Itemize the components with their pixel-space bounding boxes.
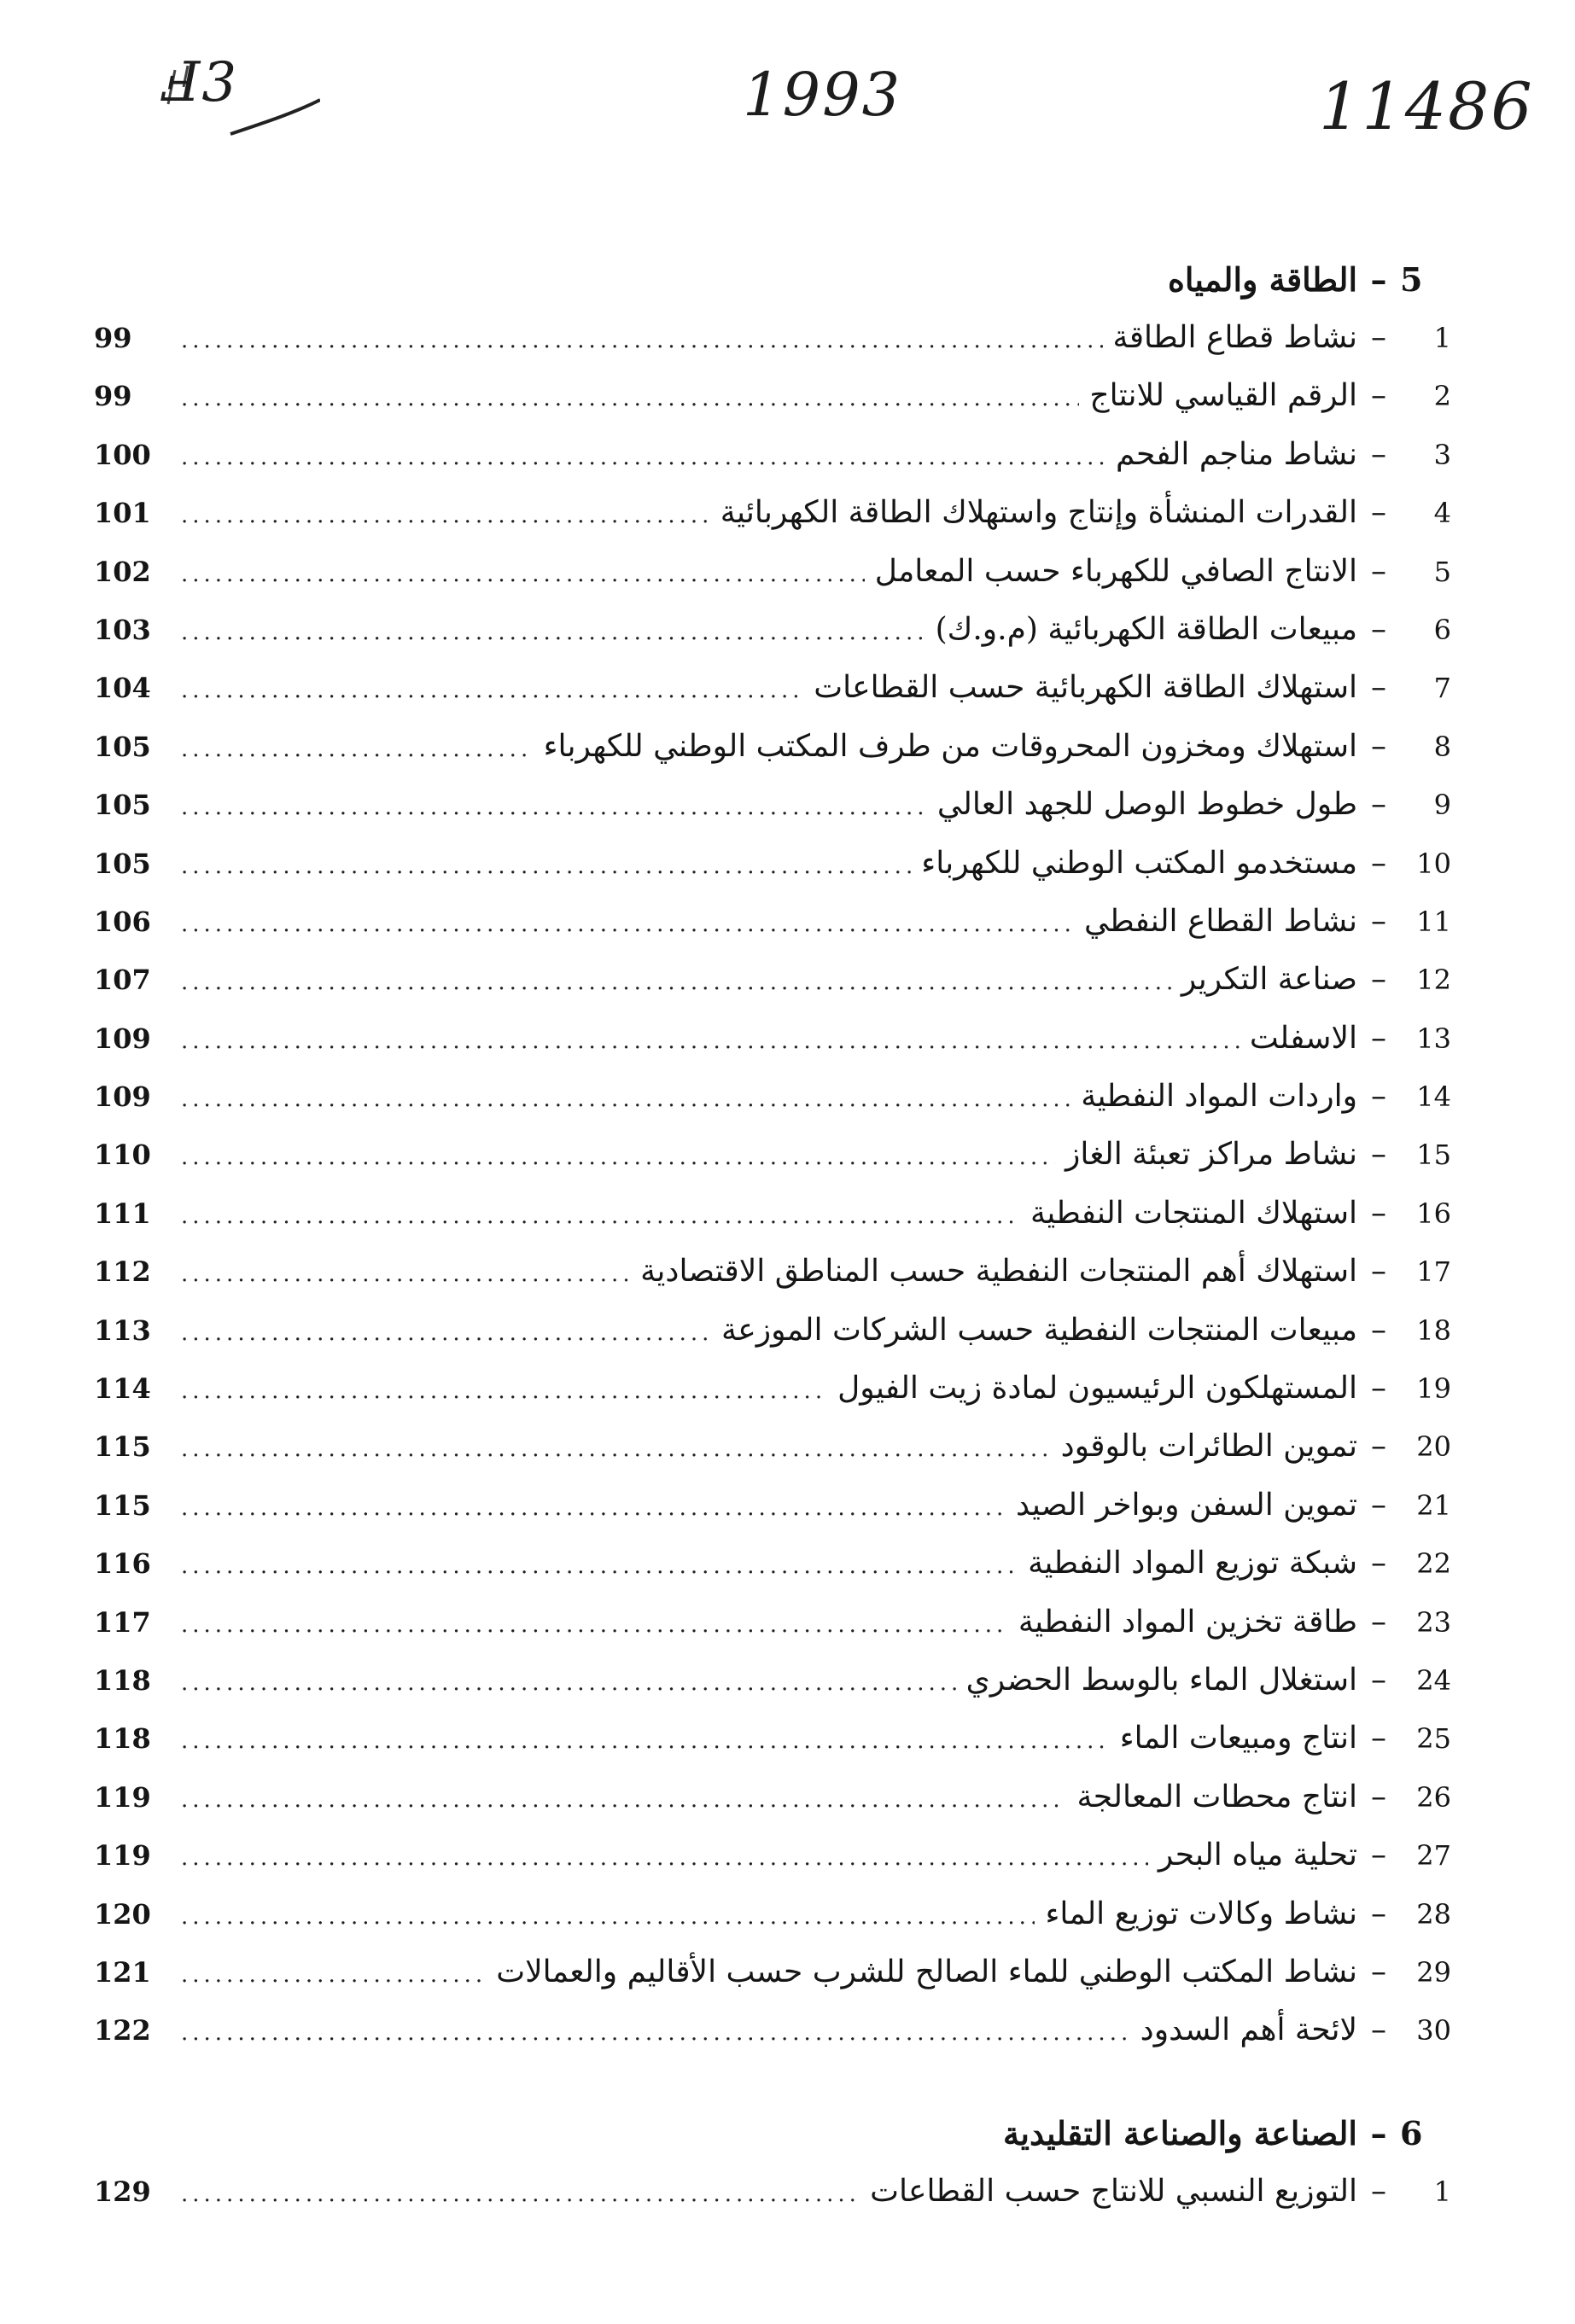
dot-leader [181, 1378, 827, 1404]
entry-number: 27 [1416, 1839, 1451, 1873]
toc-entry [94, 378, 1451, 436]
dot-leader [181, 1904, 1035, 1930]
entry-page-number: 119 [94, 1839, 151, 1873]
toc-entry [94, 1079, 1451, 1137]
toc-entry [94, 1838, 1451, 1896]
dot-leader [181, 795, 927, 820]
entry-number: 19 [1416, 1372, 1451, 1406]
entry-title: مبيعات المنتجات النفطية حسب الشركات الموزعة [720, 1312, 1357, 1348]
entry-page-number: 105 [94, 847, 151, 880]
toc-entry [94, 2012, 1451, 2071]
entry-number: 17 [1416, 1255, 1451, 1289]
entry-number: 26 [1416, 1780, 1451, 1814]
dot-leader [181, 1670, 956, 1696]
entry-page-number: 99 [94, 380, 132, 413]
dot-leader [181, 328, 1103, 353]
entry-dash: – [1371, 553, 1386, 589]
section-entries [94, 320, 1451, 2071]
entry-page-number: 103 [94, 613, 151, 646]
entry-title: نشاط القطاع النفطي [1083, 903, 1357, 939]
entry-number: 18 [1416, 1313, 1451, 1347]
entry-number: 9 [1433, 789, 1451, 822]
dot-leader [181, 386, 1079, 411]
entry-dash: – [1371, 1020, 1386, 1056]
entry-dash: – [1371, 1429, 1386, 1465]
toc-entry [94, 904, 1451, 962]
entry-page-number: 129 [94, 2175, 151, 2208]
entry-dash: – [1371, 1779, 1386, 1814]
entry-dash: – [1371, 962, 1386, 998]
toc-entry [94, 1605, 1451, 1663]
entry-number: 15 [1416, 1139, 1451, 1172]
entry-title: صناعة التكرير [1181, 962, 1357, 998]
entry-dash: – [1371, 1137, 1386, 1173]
entry-number: 10 [1416, 847, 1451, 880]
entry-number: 29 [1416, 1955, 1451, 1989]
entry-number: 1 [1433, 2175, 1451, 2208]
toc-entry [94, 787, 1451, 845]
entry-page-number: 111 [94, 1197, 151, 1230]
entry-page-number: 110 [94, 1139, 151, 1172]
dot-leader [181, 503, 710, 528]
entry-number: 30 [1416, 2014, 1451, 2047]
entry-page-number: 105 [94, 789, 151, 822]
entry-dash: – [1371, 1896, 1386, 1931]
section-heading [94, 260, 1451, 320]
toc-entry [94, 1546, 1451, 1604]
entry-dash: – [1371, 1312, 1386, 1348]
entry-page-number: 116 [94, 1547, 151, 1581]
section-entries [94, 2174, 1451, 2232]
entry-title: المستهلكون الرئيسيون لمادة زيت الفيول [837, 1371, 1357, 1407]
entry-title: مستخدمو المكتب الوطني للكهرباء [921, 845, 1357, 881]
toc-entry [94, 1954, 1451, 2012]
entry-title: الانتاج الصافي للكهرباء حسب المعامل [874, 553, 1357, 589]
entry-title: انتاج ومبيعات الماء [1119, 1721, 1357, 1756]
dot-leader [181, 445, 1105, 470]
entry-dash: – [1371, 787, 1386, 823]
entry-number: 22 [1416, 1547, 1451, 1581]
entry-dash: – [1371, 1604, 1386, 1640]
entry-dash: – [1371, 1721, 1386, 1756]
entry-dash: – [1371, 436, 1386, 472]
toc-entry [94, 1488, 1451, 1546]
entry-title: القدرات المنشأة وإنتاج واستهلاك الطاقة الكهربائية [720, 495, 1357, 531]
dot-leader [181, 1320, 711, 1346]
entry-title: التوزيع النسبي للانتاج حسب القطاعات [870, 2173, 1357, 2209]
entry-dash: – [1371, 1954, 1386, 1989]
entry-page-number: 102 [94, 555, 151, 588]
toc-entry [94, 1313, 1451, 1371]
entry-number: 4 [1433, 497, 1451, 530]
handwritten-note-center: 1993 [743, 60, 902, 130]
entry-title: نشاط وكالات توزيع الماء [1045, 1896, 1357, 1931]
entry-page-number: 115 [94, 1430, 151, 1464]
entry-number: 20 [1416, 1430, 1451, 1464]
entry-number: 16 [1416, 1197, 1451, 1230]
dot-leader [181, 737, 534, 762]
entry-title: انتاج محطات المعالجة [1076, 1779, 1357, 1814]
entry-dash: – [1371, 1838, 1386, 1873]
dot-leader [181, 1261, 630, 1287]
entry-number: 14 [1416, 1080, 1451, 1114]
toc-entry [94, 1663, 1451, 1721]
entry-number: 12 [1416, 964, 1451, 997]
entry-dash: – [1371, 611, 1386, 647]
entry-dash: – [1371, 670, 1386, 706]
entry-title: تموين السفن وبواخر الصيد [1016, 1487, 1357, 1523]
section-dash: – [1370, 2113, 1387, 2152]
entry-title: نشاط مراكز تعبئة الغاز [1065, 1137, 1357, 1173]
entry-number: 24 [1416, 1663, 1451, 1697]
section-number: 5 [1400, 260, 1423, 299]
toc-entry [94, 729, 1451, 787]
dot-leader [181, 2181, 860, 2207]
entry-title: استهلاك أهم المنتجات النفطية حسب المناطق الاقتصادية [640, 1254, 1357, 1290]
entry-page-number: 121 [94, 1955, 151, 1989]
entry-number: 7 [1433, 672, 1451, 705]
entry-dash: – [1371, 1487, 1386, 1523]
entry-page-number: 112 [94, 1255, 151, 1289]
entry-page-number: 100 [94, 438, 151, 471]
entry-dash: – [1371, 320, 1386, 355]
dot-leader [181, 1845, 1148, 1871]
entry-title: نشاط قطاع الطاقة [1112, 320, 1357, 355]
toc-entry [94, 1021, 1451, 1079]
section-heading [94, 2114, 1451, 2174]
toc-entry [94, 670, 1451, 728]
entry-dash: – [1371, 1371, 1386, 1407]
entry-dash: – [1371, 2012, 1386, 2048]
dot-leader [181, 1203, 1020, 1229]
entry-page-number: 114 [94, 1372, 151, 1406]
entry-number: 28 [1416, 1897, 1451, 1931]
entry-dash: – [1371, 728, 1386, 764]
entry-dash: – [1371, 1254, 1386, 1290]
toc-entry [94, 612, 1451, 670]
entry-title: الاسفلت [1249, 1020, 1357, 1056]
toc-entry [94, 1196, 1451, 1254]
handwritten-note-left: Ⅎ3 [162, 51, 239, 114]
toc-entry [94, 437, 1451, 495]
entry-dash: – [1371, 2173, 1386, 2209]
handwritten-note-right: 11486 [1319, 68, 1534, 144]
entry-title: شبكة توزيع المواد النفطية [1028, 1546, 1357, 1581]
dot-leader [181, 678, 803, 703]
dot-leader [181, 620, 925, 645]
entry-page-number: 119 [94, 1780, 151, 1814]
entry-dash: – [1371, 1079, 1386, 1115]
entry-number: 25 [1416, 1722, 1451, 1756]
entry-title: تحلية مياه البحر [1158, 1838, 1357, 1873]
entry-page-number: 122 [94, 2014, 151, 2047]
entry-page-number: 109 [94, 1080, 151, 1114]
section-title: الطاقة والمياه [1167, 260, 1357, 299]
entry-dash: – [1371, 845, 1386, 881]
table-of-contents [94, 260, 1451, 2232]
dot-leader [181, 562, 865, 587]
entry-title: الرقم القياسي للانتاج [1089, 378, 1357, 414]
entry-page-number: 105 [94, 730, 151, 763]
dot-leader [181, 1787, 1066, 1813]
section-dash: – [1370, 260, 1387, 299]
toc-entry [94, 846, 1451, 904]
entry-title: استغلال الماء بالوسط الحضري [965, 1662, 1357, 1698]
entry-title: نشاط مناجم الفحم [1116, 436, 1357, 472]
entry-title: طول خطوط الوصل للجهد العالي [936, 787, 1357, 823]
entry-page-number: 118 [94, 1663, 151, 1697]
toc-entry [94, 1254, 1451, 1312]
entry-number: 8 [1433, 730, 1451, 763]
entry-page-number: 104 [94, 672, 151, 705]
entry-number: 23 [1416, 1605, 1451, 1639]
entry-number: 1 [1433, 322, 1451, 354]
dot-leader [181, 1612, 1008, 1638]
entry-number: 13 [1416, 1022, 1451, 1055]
entry-dash: – [1371, 495, 1386, 531]
entry-title: طاقة تخزين المواد النفطية [1018, 1604, 1357, 1640]
dot-leader [181, 853, 911, 879]
entry-title: نشاط المكتب الوطني للماء الصالح للشرب حسب الأقاليم والعمالات [496, 1954, 1357, 1989]
dot-leader [181, 970, 1171, 995]
dot-leader [181, 1028, 1240, 1054]
entry-page-number: 118 [94, 1722, 151, 1756]
entry-page-number: 109 [94, 1022, 151, 1055]
entry-page-number: 99 [94, 322, 132, 354]
entry-title: لائحة أهم السدود [1140, 2012, 1357, 2048]
section-title: الصناعة والصناعة التقليدية [1003, 2113, 1357, 2152]
entry-dash: – [1371, 378, 1386, 414]
dot-leader [181, 1728, 1110, 1754]
entry-page-number: 101 [94, 497, 151, 530]
dot-leader [181, 1145, 1055, 1170]
toc-entry [94, 495, 1451, 553]
dot-leader [181, 1495, 1006, 1521]
entry-title: تموين الطائرات بالوقود [1060, 1429, 1357, 1465]
entry-number: 21 [1416, 1488, 1451, 1522]
entry-number: 6 [1433, 613, 1451, 646]
toc-entry [94, 1137, 1451, 1195]
entry-title: استهلاك المنتجات النفطية [1030, 1195, 1357, 1231]
entry-number: 11 [1416, 905, 1451, 938]
toc-entry [94, 1896, 1451, 1954]
entry-number: 2 [1433, 380, 1451, 413]
entry-page-number: 120 [94, 1897, 151, 1931]
dot-leader [181, 1086, 1070, 1112]
entry-dash: – [1371, 903, 1386, 939]
toc-entry [94, 2174, 1451, 2232]
dot-leader [181, 1436, 1051, 1462]
section-number: 6 [1400, 2113, 1423, 2152]
toc-entry [94, 554, 1451, 612]
toc-entry [94, 1779, 1451, 1838]
toc-entry [94, 320, 1451, 378]
dot-leader [181, 2020, 1130, 2046]
entry-dash: – [1371, 1546, 1386, 1581]
entry-dash: – [1371, 1662, 1386, 1698]
toc-entry [94, 1429, 1451, 1487]
toc-entry [94, 1721, 1451, 1779]
entry-title: استهلاك الطاقة الكهربائية حسب القطاعات [814, 670, 1357, 706]
dot-leader [181, 1962, 486, 1988]
entry-title: استهلاك ومخزون المحروقات من طرف المكتب الوطني للكهرباء [543, 728, 1357, 764]
toc-entry [94, 962, 1451, 1020]
entry-page-number: 106 [94, 905, 151, 938]
dot-leader [181, 912, 1074, 937]
entry-dash: – [1371, 1195, 1386, 1231]
entry-page-number: 115 [94, 1488, 151, 1522]
dot-leader [181, 1553, 1018, 1579]
entry-number: 5 [1433, 555, 1451, 588]
entry-page-number: 107 [94, 964, 151, 997]
entry-page-number: 117 [94, 1605, 151, 1639]
entry-title: واردات المواد النفطية [1081, 1079, 1357, 1115]
toc-entry [94, 1371, 1451, 1429]
entry-title: مبيعات الطاقة الكهربائية (م.و.ك) [935, 611, 1357, 647]
entry-number: 3 [1433, 438, 1451, 471]
entry-page-number: 113 [94, 1313, 151, 1347]
